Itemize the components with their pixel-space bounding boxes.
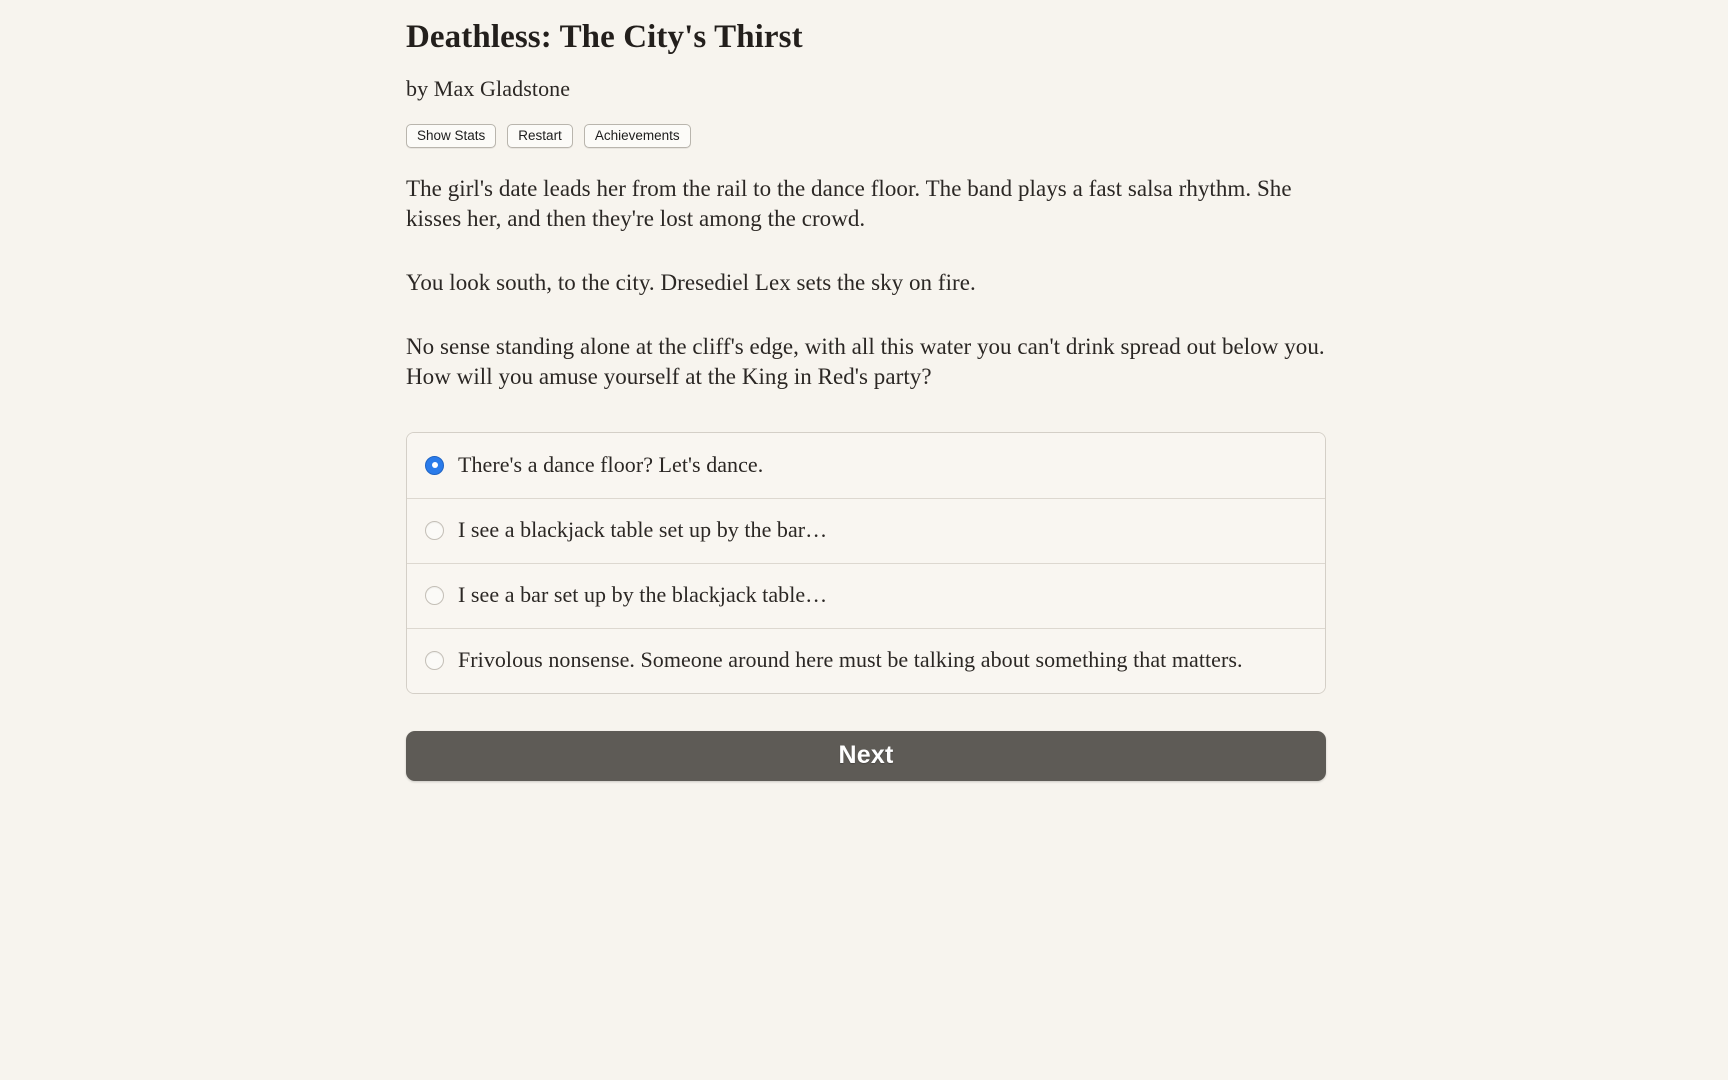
radio-button-selected-icon[interactable] [425, 456, 444, 475]
choice-option-1[interactable] [407, 433, 1325, 498]
story-text [406, 150, 1326, 393]
restart-button[interactable]: Restart [507, 124, 573, 148]
radio-button-icon[interactable] [425, 586, 444, 605]
page-title: Deathless: The City's Thirst [406, 19, 803, 55]
choice-label: I see a bar set up by the blackjack table… [458, 582, 828, 608]
radio-button-icon[interactable] [425, 521, 444, 540]
choice-list [406, 432, 1326, 694]
toolbar [406, 102, 1326, 150]
radio-button-icon[interactable] [425, 651, 444, 670]
choice-option-2[interactable] [407, 498, 1325, 563]
choice-label: I see a blackjack table set up by the bar… [458, 517, 828, 543]
show-stats-button[interactable]: Show Stats [406, 124, 496, 148]
author-byline: by Max Gladstone [406, 75, 571, 101]
choice-option-4[interactable] [407, 628, 1325, 693]
story-paragraph: You look south, to the city. Dresediel Lex sets the sky on fire. [406, 270, 976, 296]
content-column [406, 0, 1326, 781]
choice-option-3[interactable] [407, 563, 1325, 628]
next-button[interactable] [406, 731, 1326, 781]
choice-label: Frivolous nonsense. Someone around here must be talking about something that matters. [458, 647, 1243, 673]
achievements-button[interactable]: Achievements [584, 124, 691, 148]
story-paragraph: The girl's date leads her from the rail to the dance floor. The band plays a fast salsa rhythm. She kisses her, and then they're lost among the crowd. [406, 175, 1292, 232]
story-paragraph: No sense standing alone at the cliff's edge, with all this water you can't drink spread out below you. How will you amuse yourself at the King in Red's party? [406, 334, 1325, 390]
next-button-label: Next [838, 741, 894, 770]
choice-label: There's a dance floor? Let's dance. [458, 451, 764, 477]
